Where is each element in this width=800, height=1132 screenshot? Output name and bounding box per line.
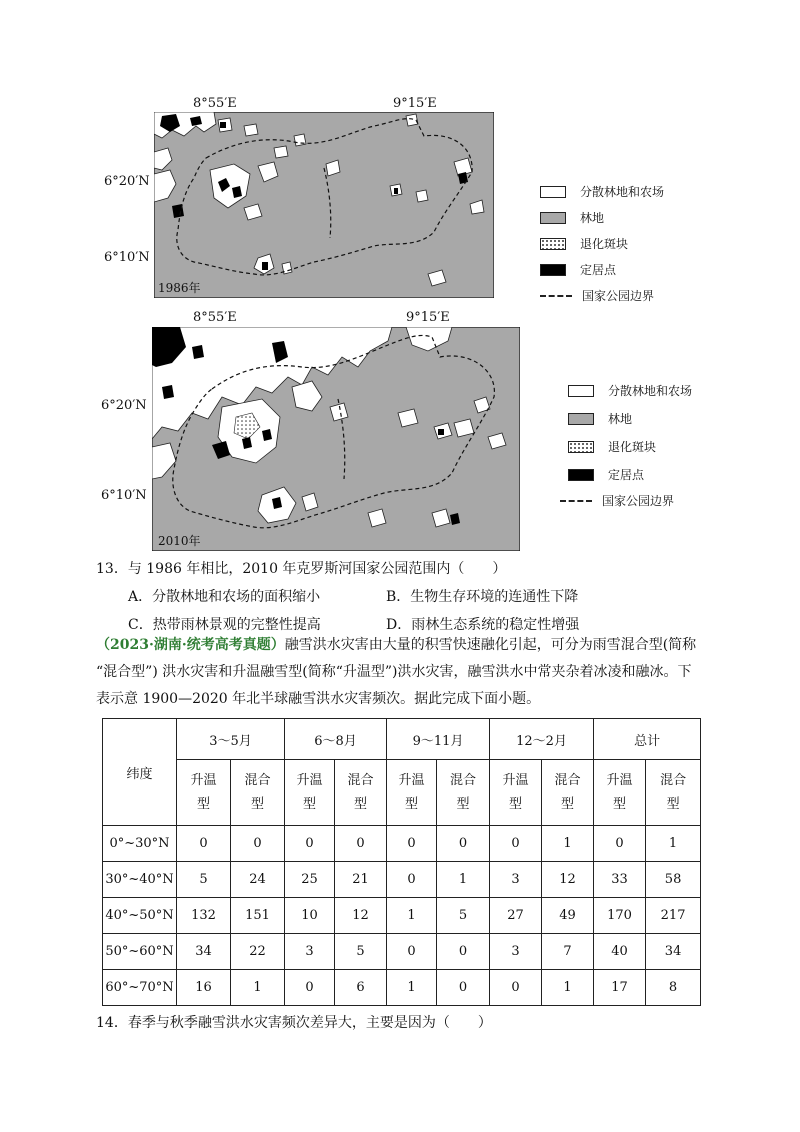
- value-cell: 0: [437, 934, 490, 970]
- value-cell: 170: [594, 898, 646, 934]
- value-cell: 12: [542, 862, 594, 898]
- lat-cell: 50°~60°N: [103, 934, 177, 970]
- value-cell: 0: [335, 826, 387, 862]
- settlement-swatch-icon: [568, 469, 594, 481]
- legend-forest-label: 林地: [608, 412, 633, 426]
- value-cell: 0: [594, 826, 646, 862]
- subheader-mixed: 混合 型: [231, 760, 285, 826]
- map-2010: [152, 327, 520, 551]
- map1-lat1-label: 6°20′N: [104, 174, 150, 189]
- map-1986: [154, 112, 494, 298]
- legend-boundary-label: 国家公园边界: [582, 289, 655, 303]
- value-cell: 0: [437, 970, 490, 1006]
- scattered-swatch-icon: [568, 385, 594, 397]
- value-cell: 24: [231, 862, 285, 898]
- map2-legend-settlement: [568, 466, 644, 483]
- value-cell: 49: [542, 898, 594, 934]
- value-cell: 5: [437, 898, 490, 934]
- value-cell: 0: [490, 970, 542, 1006]
- value-cell: 1: [542, 826, 594, 862]
- value-cell: 5: [335, 934, 387, 970]
- subheader-mixed: 混合 型: [542, 760, 594, 826]
- legend-scattered-label: 分散林地和农场: [580, 185, 665, 199]
- value-cell: 22: [231, 934, 285, 970]
- scattered-swatch-icon: [540, 186, 566, 198]
- table-row: [103, 826, 701, 862]
- value-cell: 58: [646, 862, 701, 898]
- value-cell: 0: [177, 826, 231, 862]
- subheader-warming: 升温 型: [387, 760, 437, 826]
- value-cell: 1: [231, 970, 285, 1006]
- table-row: [103, 862, 701, 898]
- subheader-warming: 升温 型: [594, 760, 646, 826]
- subheader-warming: 升温 型: [285, 760, 335, 826]
- value-cell: 3: [285, 934, 335, 970]
- value-cell: 0: [387, 862, 437, 898]
- value-cell: 17: [594, 970, 646, 1006]
- season-header: 12～2月: [490, 719, 594, 760]
- value-cell: 151: [231, 898, 285, 934]
- value-cell: 0: [285, 970, 335, 1006]
- passage-line2: “混合型”) 洪水灾害和升温融雪型(简称“升温型”)洪水灾害，融雪洪水中常夹杂着冰凌和融冰。下: [96, 664, 692, 680]
- degraded-swatch-icon: [568, 441, 594, 453]
- value-cell: 8: [646, 970, 701, 1006]
- passage-line3: 表示意 1900—2020 年北半球融雪洪水灾害频次。据此完成下面小题。: [96, 691, 541, 707]
- subheader-row: [103, 760, 701, 826]
- map1-lon2-label: 9°15′E: [393, 96, 437, 111]
- value-cell: 33: [594, 862, 646, 898]
- legend-settlement-label: 定居点: [580, 263, 617, 277]
- value-cell: 0: [231, 826, 285, 862]
- value-cell: 27: [490, 898, 542, 934]
- value-cell: 34: [646, 934, 701, 970]
- table-row: [103, 898, 701, 934]
- season-header: 总计: [594, 719, 701, 760]
- q13-stem: 13．与 1986 年相比，2010 年克罗斯河国家公园范围内（ ）: [96, 561, 507, 577]
- value-cell: 132: [177, 898, 231, 934]
- value-cell: 1: [387, 898, 437, 934]
- value-cell: 10: [285, 898, 335, 934]
- map1-legend-boundary: [540, 287, 654, 304]
- degraded-swatch-icon: [540, 238, 566, 250]
- value-cell: 25: [285, 862, 335, 898]
- value-cell: 16: [177, 970, 231, 1006]
- forest-swatch-icon: [568, 413, 594, 425]
- q14-stem: 14．春季与秋季融雪洪水灾害频次差异大，主要是因为（ ）: [96, 1015, 492, 1031]
- value-cell: 1: [387, 970, 437, 1006]
- map1-legend-settlement: [540, 261, 616, 278]
- lat-cell: 60°~70°N: [103, 970, 177, 1006]
- map1-lon1-label: 8°55′E: [193, 96, 237, 111]
- legend-boundary-label: 国家公园边界: [602, 494, 675, 508]
- legend-degraded-label: 退化斑块: [608, 440, 657, 454]
- value-cell: 7: [542, 934, 594, 970]
- map1-legend-scattered: [540, 183, 664, 200]
- value-cell: 0: [387, 934, 437, 970]
- passage-line1: 融雪洪水灾害由大量的积雪快速融化引起，可分为雨雪混合型(简称: [284, 637, 697, 653]
- legend-degraded-label: 退化斑块: [580, 237, 629, 251]
- boundary-dash-icon: [560, 500, 592, 502]
- legend-settlement-label: 定居点: [608, 468, 645, 482]
- subheader-mixed: 混合 型: [335, 760, 387, 826]
- lat-cell: 40°~50°N: [103, 898, 177, 934]
- map1-legend-degraded: [540, 235, 628, 252]
- map2-lon1-label: 8°55′E: [193, 310, 237, 325]
- table-row: [103, 970, 701, 1006]
- map1-year-label: 1986年: [158, 281, 201, 295]
- map2-lat2-label: 6°10′N: [101, 488, 147, 503]
- map2-legend-scattered: [568, 382, 692, 399]
- subheader-warming: 升温 型: [177, 760, 231, 826]
- value-cell: 6: [335, 970, 387, 1006]
- map1-lat2-label: 6°10′N: [104, 250, 150, 265]
- map2-lat1-label: 6°20′N: [101, 398, 147, 413]
- lat-header: 纬度: [103, 719, 177, 826]
- table-row: [103, 934, 701, 970]
- value-cell: 217: [646, 898, 701, 934]
- map2-year-label: 2010年: [158, 534, 201, 548]
- passage: [96, 632, 716, 713]
- value-cell: 0: [285, 826, 335, 862]
- season-header: 3～5月: [177, 719, 285, 760]
- legend-forest-label: 林地: [580, 211, 605, 225]
- q13-option-b[interactable]: B．生物生存环境的连通性下降: [386, 589, 579, 605]
- map2-lon2-label: 9°15′E: [406, 310, 450, 325]
- value-cell: 21: [335, 862, 387, 898]
- subheader-warming: 升温 型: [490, 760, 542, 826]
- value-cell: 5: [177, 862, 231, 898]
- value-cell: 34: [177, 934, 231, 970]
- map1-legend-forest: [540, 209, 604, 226]
- q13-option-c[interactable]: C．热带雨林景观的完整性提高: [128, 617, 321, 633]
- q13-option-a[interactable]: A．分散林地和农场的面积缩小: [128, 589, 321, 605]
- value-cell: 0: [437, 826, 490, 862]
- value-cell: 40: [594, 934, 646, 970]
- value-cell: 0: [387, 826, 437, 862]
- settlement-swatch-icon: [540, 264, 566, 276]
- q13-option-d[interactable]: D．雨林生态系统的稳定性增强: [386, 617, 580, 633]
- lat-cell: 0°~30°N: [103, 826, 177, 862]
- value-cell: 1: [646, 826, 701, 862]
- value-cell: 0: [490, 826, 542, 862]
- season-header: 6～8月: [285, 719, 387, 760]
- snowmelt-flood-table: [102, 718, 701, 1006]
- subheader-mixed: 混合 型: [437, 760, 490, 826]
- value-cell: 12: [335, 898, 387, 934]
- legend-scattered-label: 分散林地和农场: [608, 384, 693, 398]
- value-cell: 1: [437, 862, 490, 898]
- season-header: 9～11月: [387, 719, 490, 760]
- lat-cell: 30°~40°N: [103, 862, 177, 898]
- map2-legend-degraded: [568, 438, 656, 455]
- subheader-mixed: 混合 型: [646, 760, 701, 826]
- boundary-dash-icon: [540, 295, 572, 297]
- value-cell: 3: [490, 862, 542, 898]
- passage-source: （2023·湖南·统考高考真题）: [96, 637, 285, 653]
- table-body: [103, 826, 701, 1006]
- forest-swatch-icon: [540, 212, 566, 224]
- value-cell: 1: [542, 970, 594, 1006]
- map2-legend-boundary: [560, 492, 674, 509]
- value-cell: 3: [490, 934, 542, 970]
- map2-legend-forest: [568, 410, 632, 427]
